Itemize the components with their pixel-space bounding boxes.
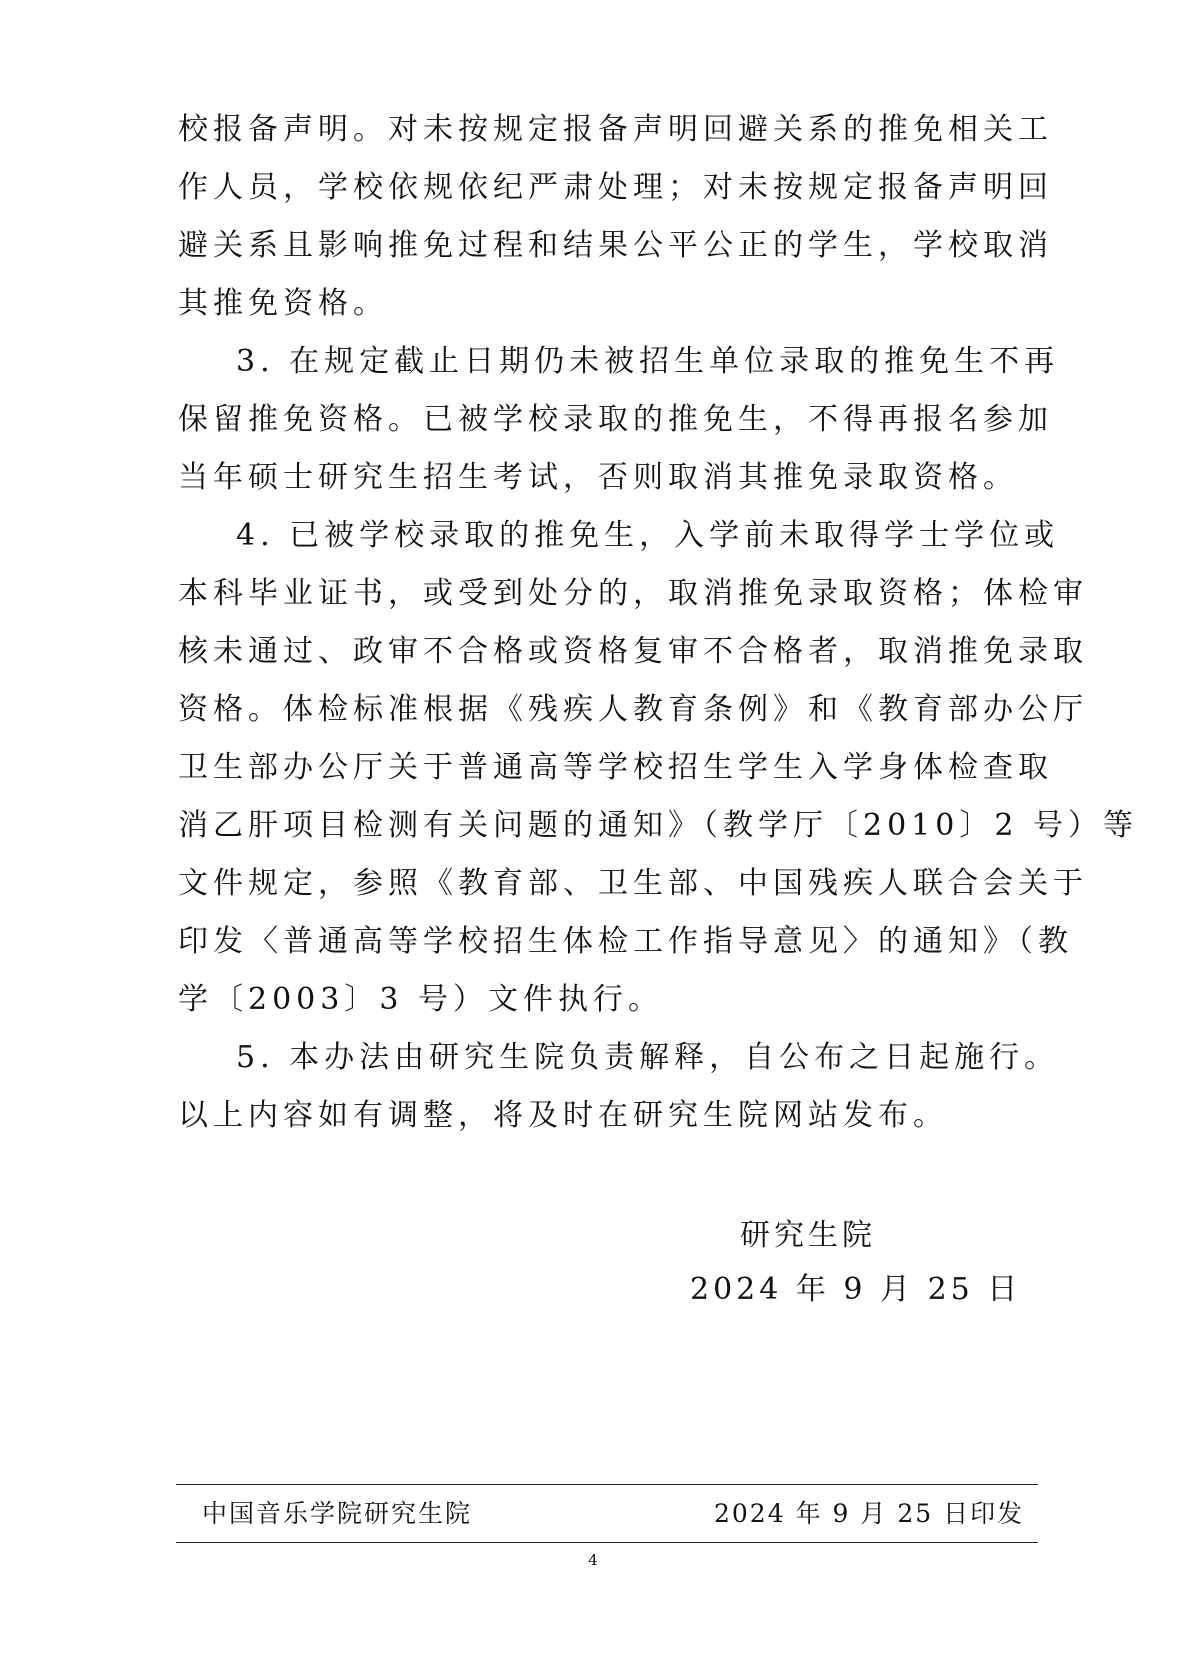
body-line: 校报备声明。对未按规定报备声明回避关系的推免相关工 xyxy=(178,112,1053,147)
body-line: 当年硕士研究生招生考试，否则取消其推免录取资格。 xyxy=(178,460,1018,495)
body-line: 4. 已被学校录取的推免生，入学前未取得学士学位或 xyxy=(236,518,1060,553)
body-line: 卫生部办公厅关于普通高等学校招生学生入学身体检查取 xyxy=(178,750,1053,785)
footer-issued-date: 2024 年 9 月 25 日印发 xyxy=(714,1499,1025,1528)
body-line: 印发〈普通高等学校招生体检工作指导意见〉的通知》（教 xyxy=(178,924,1073,959)
body-line: 5. 本办法由研究生院负责解释，自公布之日起施行。 xyxy=(236,1040,1060,1075)
body-line: 作人员，学校依规依纪严肃处理；对未按规定报备声明回 xyxy=(178,170,1053,205)
body-line: 文件规定，参照《教育部、卫生部、中国残疾人联合会关于 xyxy=(178,866,1088,901)
body-line: 其推免资格。 xyxy=(178,286,388,321)
signature-date: 2024 年 9 月 25 日 xyxy=(690,1272,1022,1307)
signature-org: 研究生院 xyxy=(740,1218,876,1253)
body-line: 以上内容如有调整，将及时在研究生院网站发布。 xyxy=(178,1098,948,1133)
page-number: 4 xyxy=(588,1551,598,1569)
body-line: 资格。体检标准根据《残疾人教育条例》和《教育部办公厅 xyxy=(178,692,1088,727)
body-line: 学〔2003〕3 号）文件执行。 xyxy=(178,982,663,1017)
body-line: 本科毕业证书，或受到处分的，取消推免录取资格；体检审 xyxy=(178,576,1088,611)
body-line: 消乙肝项目检测有关问题的通知》（教学厅〔2010〕2 号）等 xyxy=(178,808,1138,843)
body-line: 保留推免资格。已被学校录取的推免生，不得再报名参加 xyxy=(178,402,1053,437)
body-line: 核未通过、政审不合格或资格复审不合格者，取消推免录取 xyxy=(178,634,1088,669)
body-line: 3. 在规定截止日期仍未被招生单位录取的推免生不再 xyxy=(236,344,1060,379)
body-line: 避关系且影响推免过程和结果公平公正的学生，学校取消 xyxy=(178,228,1053,263)
footer-issuer: 中国音乐学院研究生院 xyxy=(202,1499,473,1528)
footer-top-rule xyxy=(176,1484,1038,1485)
footer-bottom-rule xyxy=(176,1542,1038,1543)
